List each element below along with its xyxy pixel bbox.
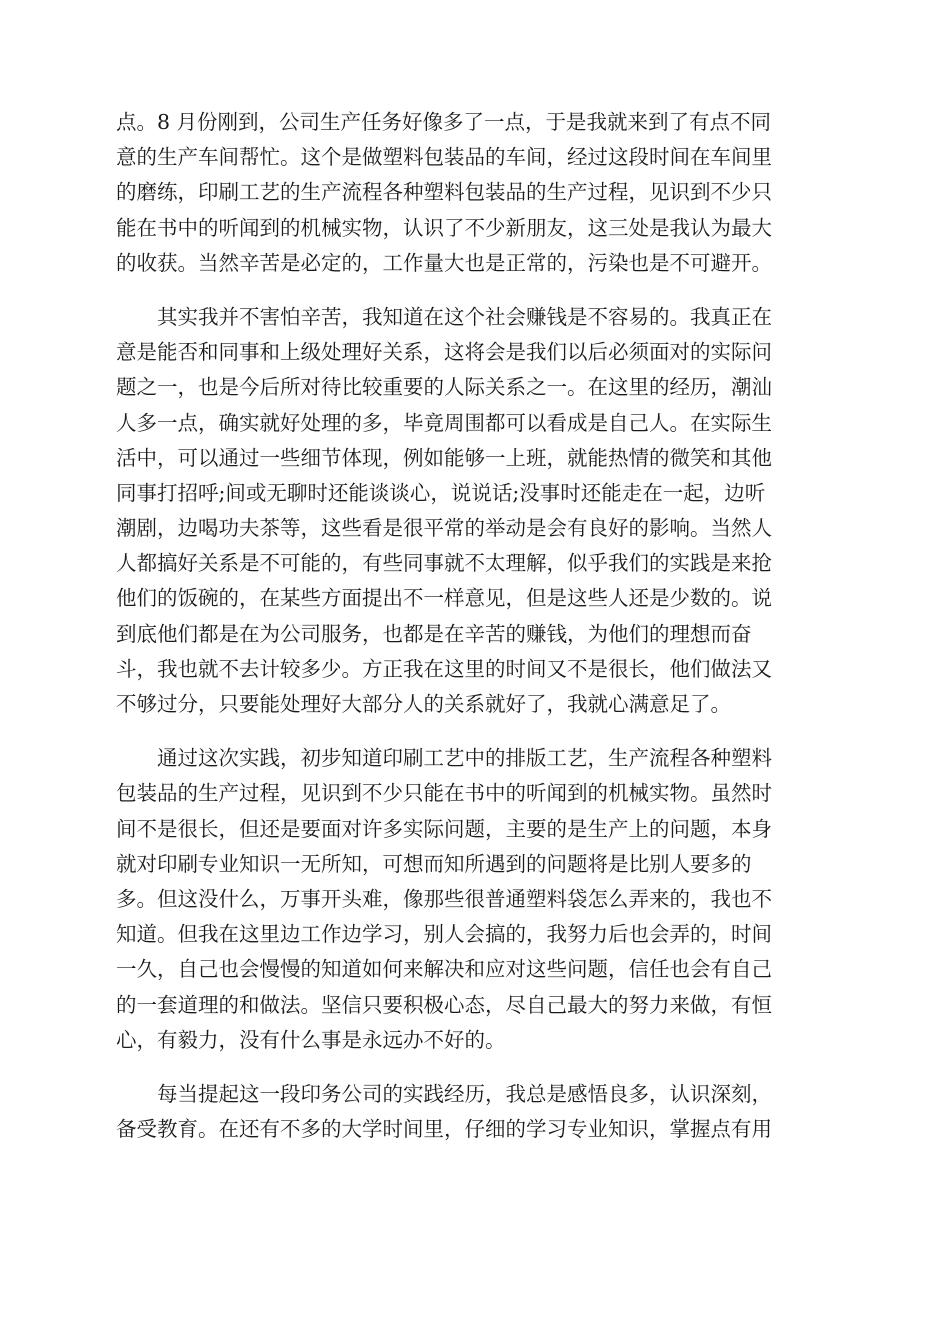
text-line: 潮剧，边喝功夫茶等，这些看是很平常的举动是会有良好的影响。当然人 [116, 516, 772, 541]
text-line: 间不是很长，但还是要面对许多实际问题，主要的是生产上的问题，本身 [116, 816, 772, 841]
text-line: 多。但这没什么，万事开头难，像那些很普通塑料袋怎么弄来的，我也不 [116, 886, 772, 911]
document-page [116, 105, 836, 1166]
text-line: 到底他们都是在为公司服务，也都是在辛苦的赚钱，为他们的理想而奋 [116, 621, 752, 646]
text-line: 活中，可以通过一些细节体现，例如能够一上班，就能热情的微笑和其他 [116, 445, 772, 470]
text-line: 人都搞好关系是不可能的，有些同事就不太理解，似乎我们的实践是来抢 [116, 551, 772, 576]
text-line: 知道。但我在这里边工作边学习，别人会搞的，我努力后也会弄的，时间 [116, 922, 772, 947]
text-line: 他们的饭碗的，在某些方面提出不一样意见，但是这些人还是少数的。说 [116, 586, 772, 611]
text-line: 的一套道理的和做法。坚信只要积极心态，尽自己最大的努力来做，有恒 [116, 992, 772, 1017]
text-line: 能在书中的听闻到的机械实物，认识了不少新朋友，这三处是我认为最大 [116, 215, 772, 240]
text-line: 不够过分，只要能处理好大部分人的关系就好了，我就心满意足了。 [116, 692, 731, 716]
text-line: 题之一，也是今后所对待比较重要的人际关系之一。在这里的经历，潮汕 [116, 375, 772, 400]
paragraph-1 [116, 105, 836, 281]
text-line: 每当提起这一段印务公司的实践经历，我总是感悟良多，认识深刻， [157, 1081, 772, 1106]
text-line: 就对印刷专业知识一无所知，可想而知所遇到的问题将是比别人要多的 [116, 851, 752, 876]
text-line: 同事打招呼;间或无聊时还能谈谈心，说说话;没事时还能走在一起，边听 [116, 480, 766, 505]
text-line: 人多一点，确实就好处理的多，毕竟周围都可以看成是自己人。在实际生 [116, 410, 772, 435]
text-line: 心，有毅力，没有什么事是永远办不好的。 [116, 1027, 506, 1052]
text-line: 的收获。当然辛苦是必定的，工作量大也是正常的，污染也是不可避开。 [116, 250, 772, 275]
text-line: 的磨练，印刷工艺的生产流程各种塑料包装品的生产过程，见识到不少只 [116, 180, 772, 205]
text-line: 包装品的生产过程，见识到不少只能在书中的听闻到的机械实物。虽然时 [116, 781, 772, 806]
text-line: 斗，我也就不去计较多少。方正我在这里的时间又不是很长，他们做法又 [116, 656, 772, 681]
paragraph-3 [116, 741, 836, 1058]
text-line: 意的生产车间帮忙。这个是做塑料包装品的车间，经过这段时间在车间里 [116, 145, 772, 170]
text-line: 意是能否和同事和上级处理好关系，这将会是我们以后必须面对的实际问 [116, 340, 772, 365]
text-line: 通过这次实践，初步知道印刷工艺中的排版工艺，生产流程各种塑料 [157, 746, 772, 771]
text-line: 备受教育。在还有不多的大学时间里，仔细的学习专业知识，掌握点有用 [116, 1117, 772, 1142]
paragraph-4 [116, 1077, 836, 1147]
text-line: 点。8 月份刚到，公司生产任务好像多了一点，于是我就来到了有点不同 [116, 110, 772, 134]
text-line: 其实我并不害怕辛苦，我知道在这个社会赚钱是不容易的。我真正在 [157, 304, 772, 329]
paragraph-2 [116, 300, 836, 722]
text-line: 一久，自己也会慢慢的知道如何来解决和应对这些问题，信任也会有自己 [116, 957, 772, 982]
